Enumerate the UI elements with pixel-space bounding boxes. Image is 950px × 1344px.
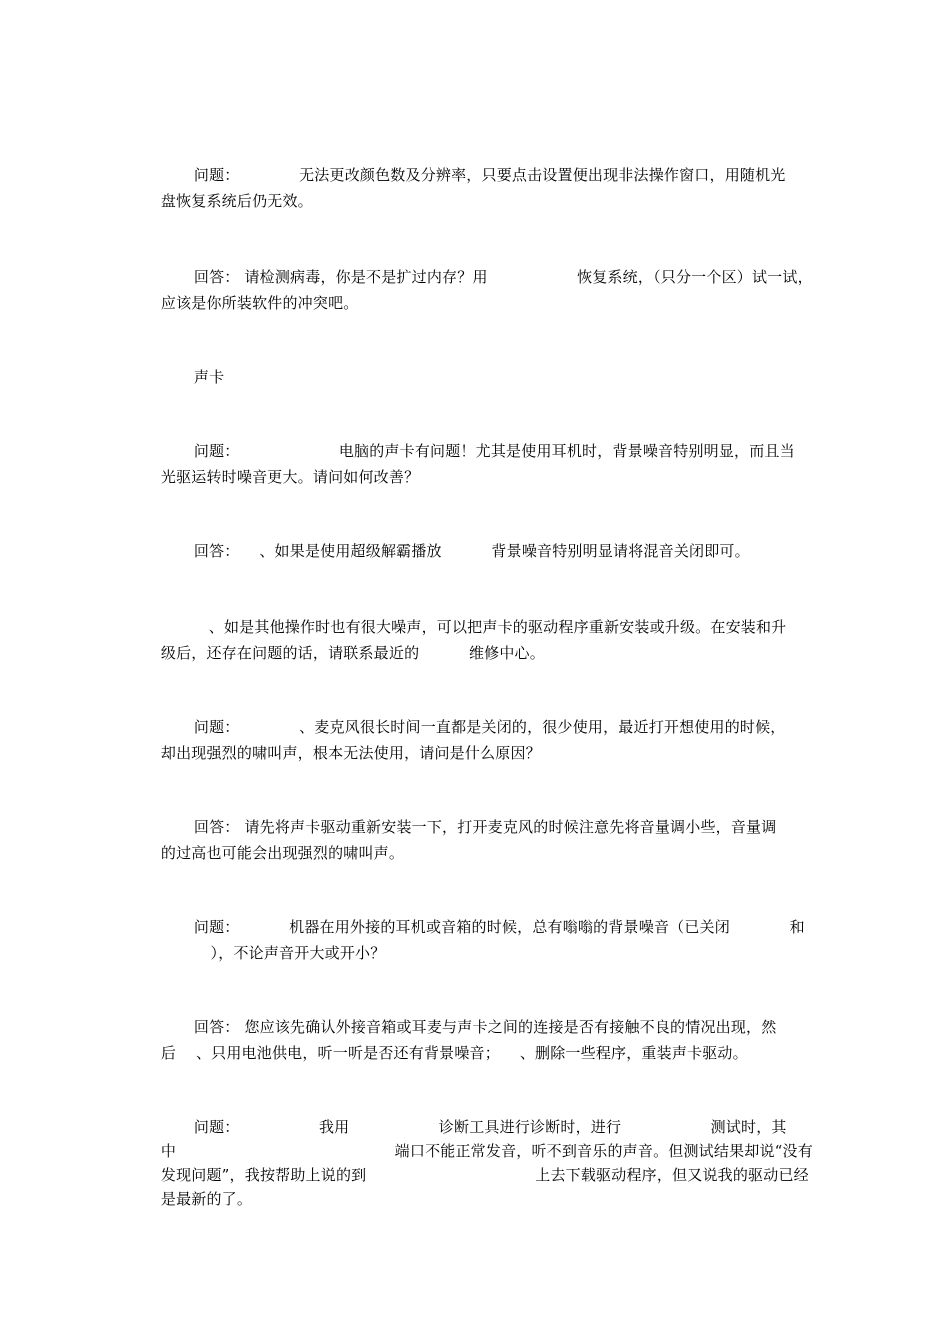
answer-4-line-2: 后 、只用电池供电，听一听是否还有背景噪音； 、删除一些程序，重装声卡驱动。 <box>160 1044 748 1062</box>
answer-2-line-1: 回答： 、如果是使用超级解霸播放 背景噪音特别明显请将混音关闭即可。 <box>193 542 750 560</box>
answer-2b-line-1: 、如是其他操作时也有很大噪声，可以把声卡的驱动程序重新安装或升级。在安装和升 <box>193 618 787 636</box>
section-heading-sound-card: 声卡 <box>193 368 225 386</box>
answer-3-line-2: 的过高也可能会出现强烈的啸叫声。 <box>160 844 405 862</box>
question-5-line-4: 是最新的了。 <box>160 1190 253 1208</box>
question-5-line-2: 中 端口不能正常发音，听不到音乐的声音。但测试结果却说“没有 <box>160 1142 813 1160</box>
question-2-line-1: 问题： 电脑的声卡有问题！尤其是使用耳机时，背景噪音特别明显，而且当 <box>193 442 795 460</box>
answer-4-line-1: 回答： 您应该先确认外接音箱或耳麦与声卡之间的连接是否有接触不良的情况出现，然 <box>193 1018 777 1036</box>
question-2-line-2: 光驱运转时噪音更大。请问如何改善？ <box>160 468 420 486</box>
question-5-line-3: 发现问题”，我按帮助上说的到 上去下载驱动程序，但又说我的驱动已经 <box>160 1166 809 1184</box>
question-3-line-1: 问题： 、麦克风很长时间一直都是关闭的，很少使用，最近打开想使用的时候， <box>193 718 786 736</box>
question-3-line-2: 却出现强烈的啸叫声，根本无法使用，请问是什么原因？ <box>160 744 541 762</box>
question-5-line-1: 问题： 我用 诊断工具进行诊断时，进行 测试时，其 <box>193 1118 787 1136</box>
answer-1-line-1: 回答： 请检测病毒，你是不是扩过内存？用 恢复系统，（只分一个区）试一试， <box>193 268 813 286</box>
question-4-line-2: ），不论声音开大或开小？ <box>160 944 386 962</box>
question-1-line-2: 盘恢复系统后仍无效。 <box>160 192 313 210</box>
question-4-line-1: 问题： 机器在用外接的耳机或音箱的时候，总有嗡嗡的背景噪音（已关闭 和 <box>193 918 805 936</box>
answer-1-line-2: 应该是你所装软件的冲突吧。 <box>160 294 359 312</box>
answer-3-line-1: 回答： 请先将声卡驱动重新安装一下，打开麦克风的时候注意先将音量调小些，音量调 <box>193 818 777 836</box>
question-1-line-1: 问题： 无法更改颜色数及分辨率，只要点击设置便出现非法操作窗口，用随机光 <box>193 166 786 184</box>
answer-2b-line-2: 级后，还存在问题的话，请联系最近的 维修中心。 <box>160 644 545 662</box>
